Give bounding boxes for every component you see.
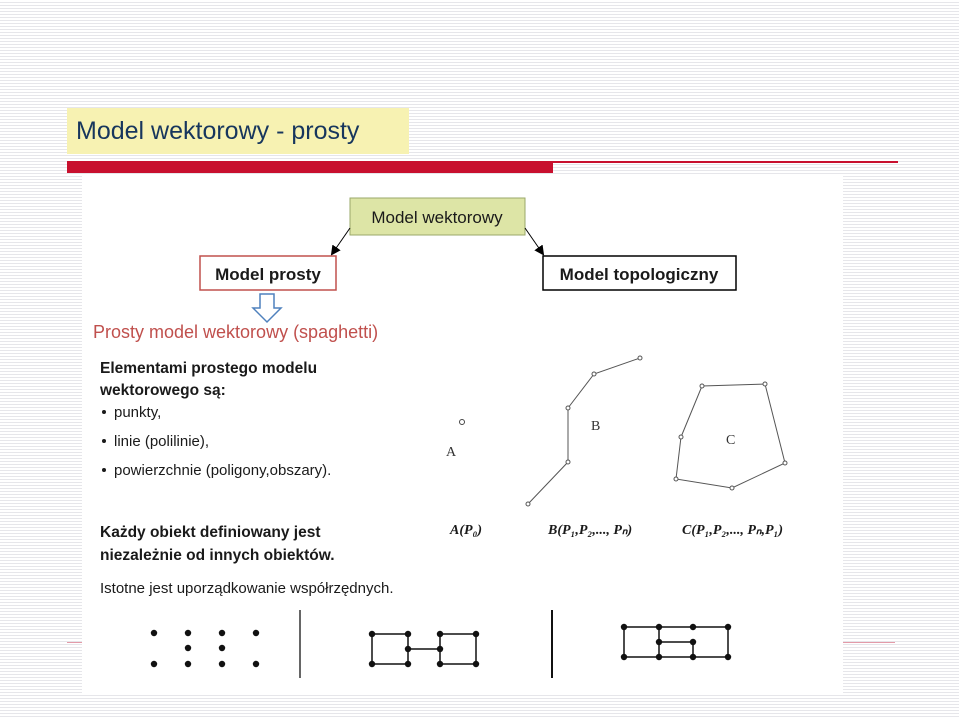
- subtitle-text: Prosty model wektorowy (spaghetti): [93, 322, 379, 342]
- intro-line-2: wektorowego są:: [100, 382, 226, 399]
- object-a-label: A: [446, 445, 457, 460]
- bullet-item-points: punkty,: [114, 404, 162, 421]
- vector-model-diagram: [82, 176, 843, 694]
- point-a-marker: [460, 420, 465, 425]
- object-b-label: B: [591, 419, 601, 434]
- bullet-dot: [102, 439, 106, 443]
- object-b-formula: B(P₁,P₂,..., Pₙ): [548, 523, 633, 538]
- intro-line-1: Elementami prostego modelu: [100, 360, 318, 377]
- polyline-b: [528, 358, 640, 504]
- object-a-formula: A(P₀): [450, 523, 483, 538]
- rule-line-2: niezależnie od innych obiektów.: [100, 547, 335, 564]
- object-c-formula: C(P₁,P₂,..., Pₙ,P₁): [682, 523, 784, 538]
- title-underline-line: [553, 161, 898, 163]
- root-box-label: Model wektorowy: [371, 208, 503, 227]
- rule-line-1: Każdy obiekt definiowany jest: [100, 524, 321, 541]
- bullet-dot: [102, 468, 106, 472]
- down-arrow-icon: [253, 294, 281, 322]
- simple-model-label: Model prosty: [215, 265, 321, 284]
- bullet-item-lines: linie (polilinie),: [114, 433, 210, 450]
- separate-points-grid: [151, 630, 259, 667]
- arrow-to-topological-model: [525, 228, 543, 254]
- polyline-b-vertices: [526, 356, 642, 506]
- diagram-canvas: [82, 176, 843, 694]
- topological-model-label: Model topologiczny: [559, 265, 719, 284]
- bullet-dot: [102, 410, 106, 414]
- note-text: Istotne jest uporządkowanie współrzędnych.: [100, 580, 394, 597]
- shared-polygons: [624, 627, 728, 657]
- bullet-item-polygons: powierzchnie (poligony,obszary).: [114, 462, 332, 479]
- separate-polygons: [372, 634, 476, 664]
- object-c-label: C: [726, 433, 736, 448]
- arrow-to-simple-model: [332, 228, 350, 254]
- slide-title: Model wektorowy - prosty: [67, 108, 409, 154]
- title-underline-bar: [67, 161, 553, 173]
